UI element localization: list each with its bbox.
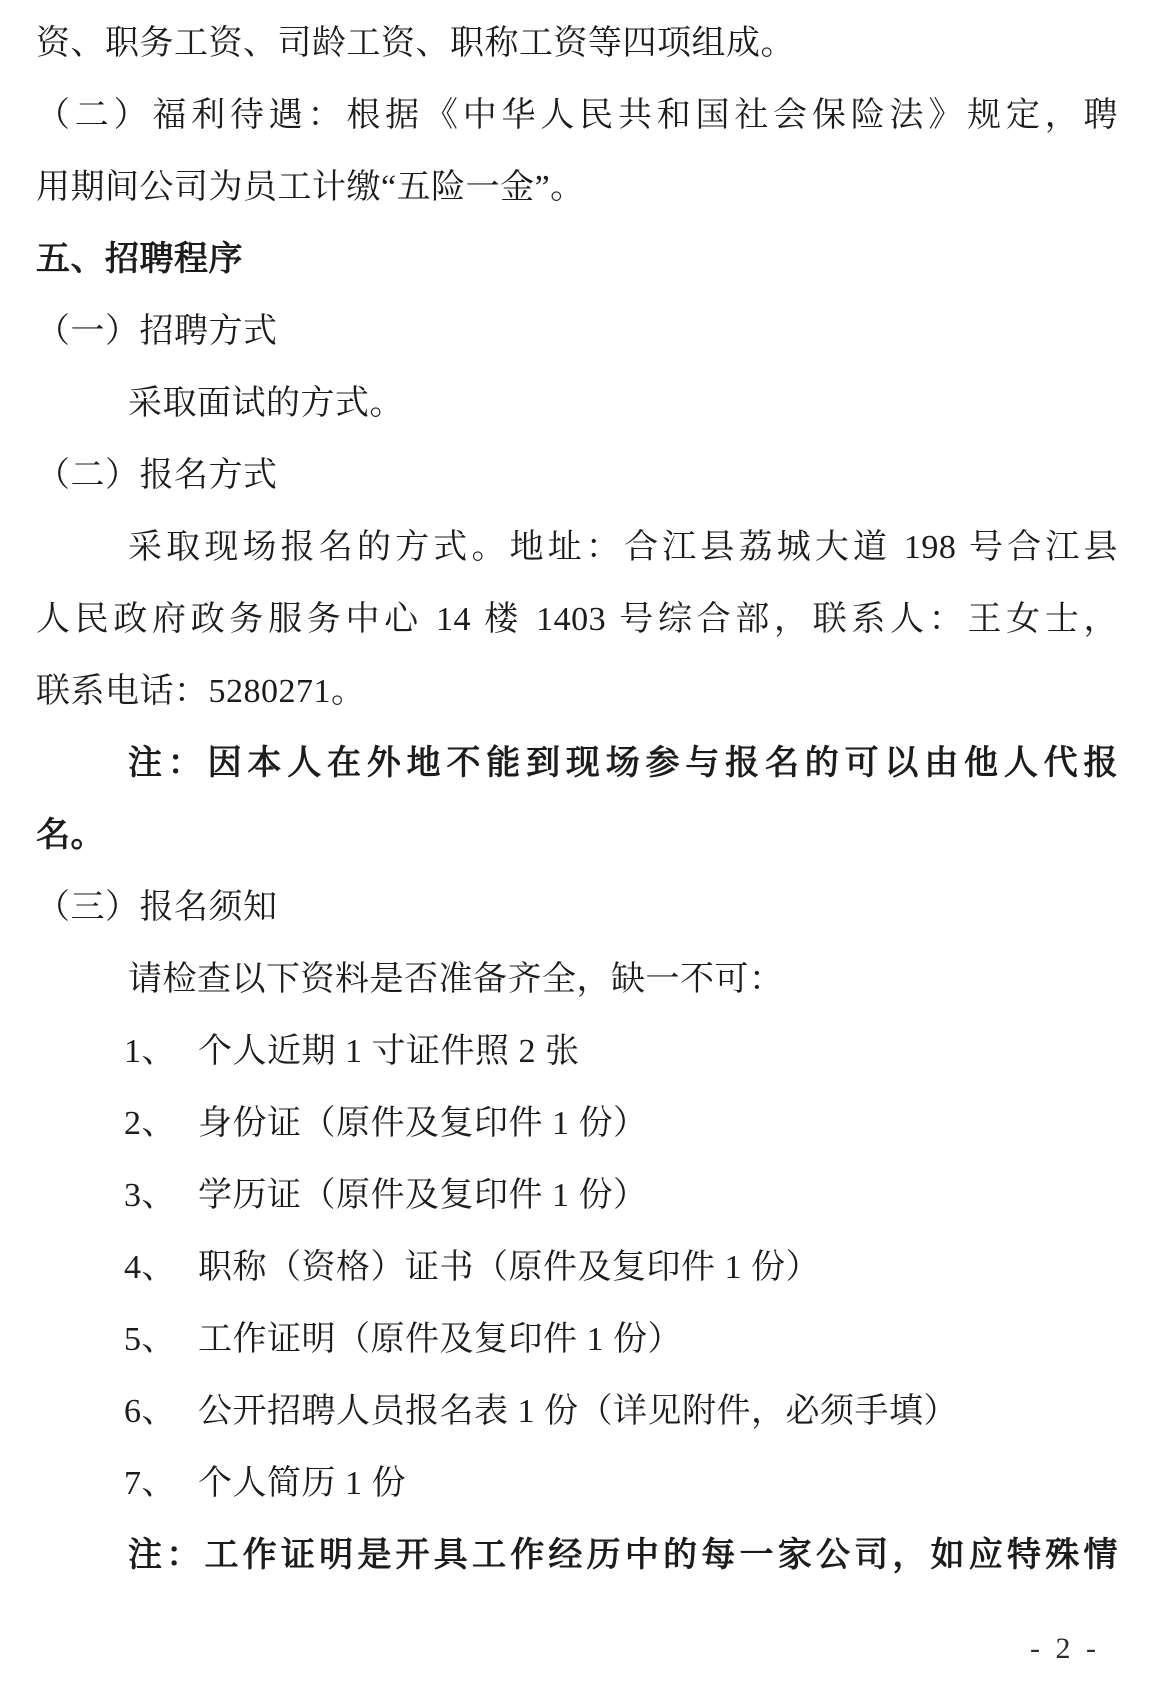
body-line: 资、职务工资、司龄工资、职称工资等四项组成。 (36, 25, 795, 62)
list-number: 1、 (124, 1033, 176, 1070)
note-line: 注：因本人在外地不能到现场参与报名的可以由他人代报 (128, 745, 1118, 782)
body-line: 用期间公司为员工计缴“五险一金”。 (36, 169, 585, 206)
list-number: 7、 (124, 1465, 176, 1502)
list-text: 职称（资格）证书（原件及复印件 1 份） (198, 1249, 820, 1286)
list-number: 2、 (124, 1105, 176, 1142)
list-item (36, 1016, 1118, 1088)
list-text: 个人简历 1 份 (198, 1465, 406, 1502)
list-number: 4、 (124, 1249, 176, 1286)
list-number: 5、 (124, 1321, 176, 1358)
section-heading-recruitment-procedure: 五、招聘程序 (36, 241, 243, 278)
list-text: 身份证（原件及复印件 1 份） (198, 1105, 648, 1142)
contact-phone-line: 联系电话：5280271。 (36, 673, 366, 710)
page-number: - 2 - (1030, 1632, 1100, 1665)
subsection-heading-registration-method: （二）报名方式 (36, 457, 278, 494)
list-item (36, 1376, 1118, 1448)
list-text: 工作证明（原件及复印件 1 份） (198, 1321, 682, 1358)
subsection-heading-welfare: （二）福利待遇：根据《中华人民共和国社会保险法》规定，聘 (36, 97, 1118, 134)
note-line: 名。 (36, 817, 105, 854)
body-line: 采取现场报名的方式。地址：合江县荔城大道 198 号合江县 (128, 529, 1118, 566)
body-line: 采取面试的方式。 (128, 385, 404, 422)
list-text: 个人近期 1 寸证件照 2 张 (198, 1033, 580, 1070)
list-item (36, 1160, 1118, 1232)
subsection-heading-interview-method: （一）招聘方式 (36, 313, 278, 350)
list-text: 公开招聘人员报名表 1 份（详见附件，必须手填） (198, 1393, 958, 1430)
list-item (36, 1448, 1118, 1520)
list-number: 6、 (124, 1393, 176, 1430)
subsection-heading-registration-notice: （三）报名须知 (36, 889, 278, 926)
document-body (36, 8, 1118, 1592)
list-item (36, 1088, 1118, 1160)
list-item (36, 1232, 1118, 1304)
list-item (36, 1304, 1118, 1376)
body-line: 请检查以下资料是否准备齐全，缺一不可： (128, 961, 784, 998)
list-text: 学历证（原件及复印件 1 份） (198, 1177, 648, 1214)
note-line: 注：工作证明是开具工作经历中的每一家公司，如应特殊情 (128, 1537, 1118, 1574)
body-line: 人民政府政务服务中心 14 楼 1403 号综合部，联系人：王女士， (36, 601, 1118, 638)
list-number: 3、 (124, 1177, 176, 1214)
